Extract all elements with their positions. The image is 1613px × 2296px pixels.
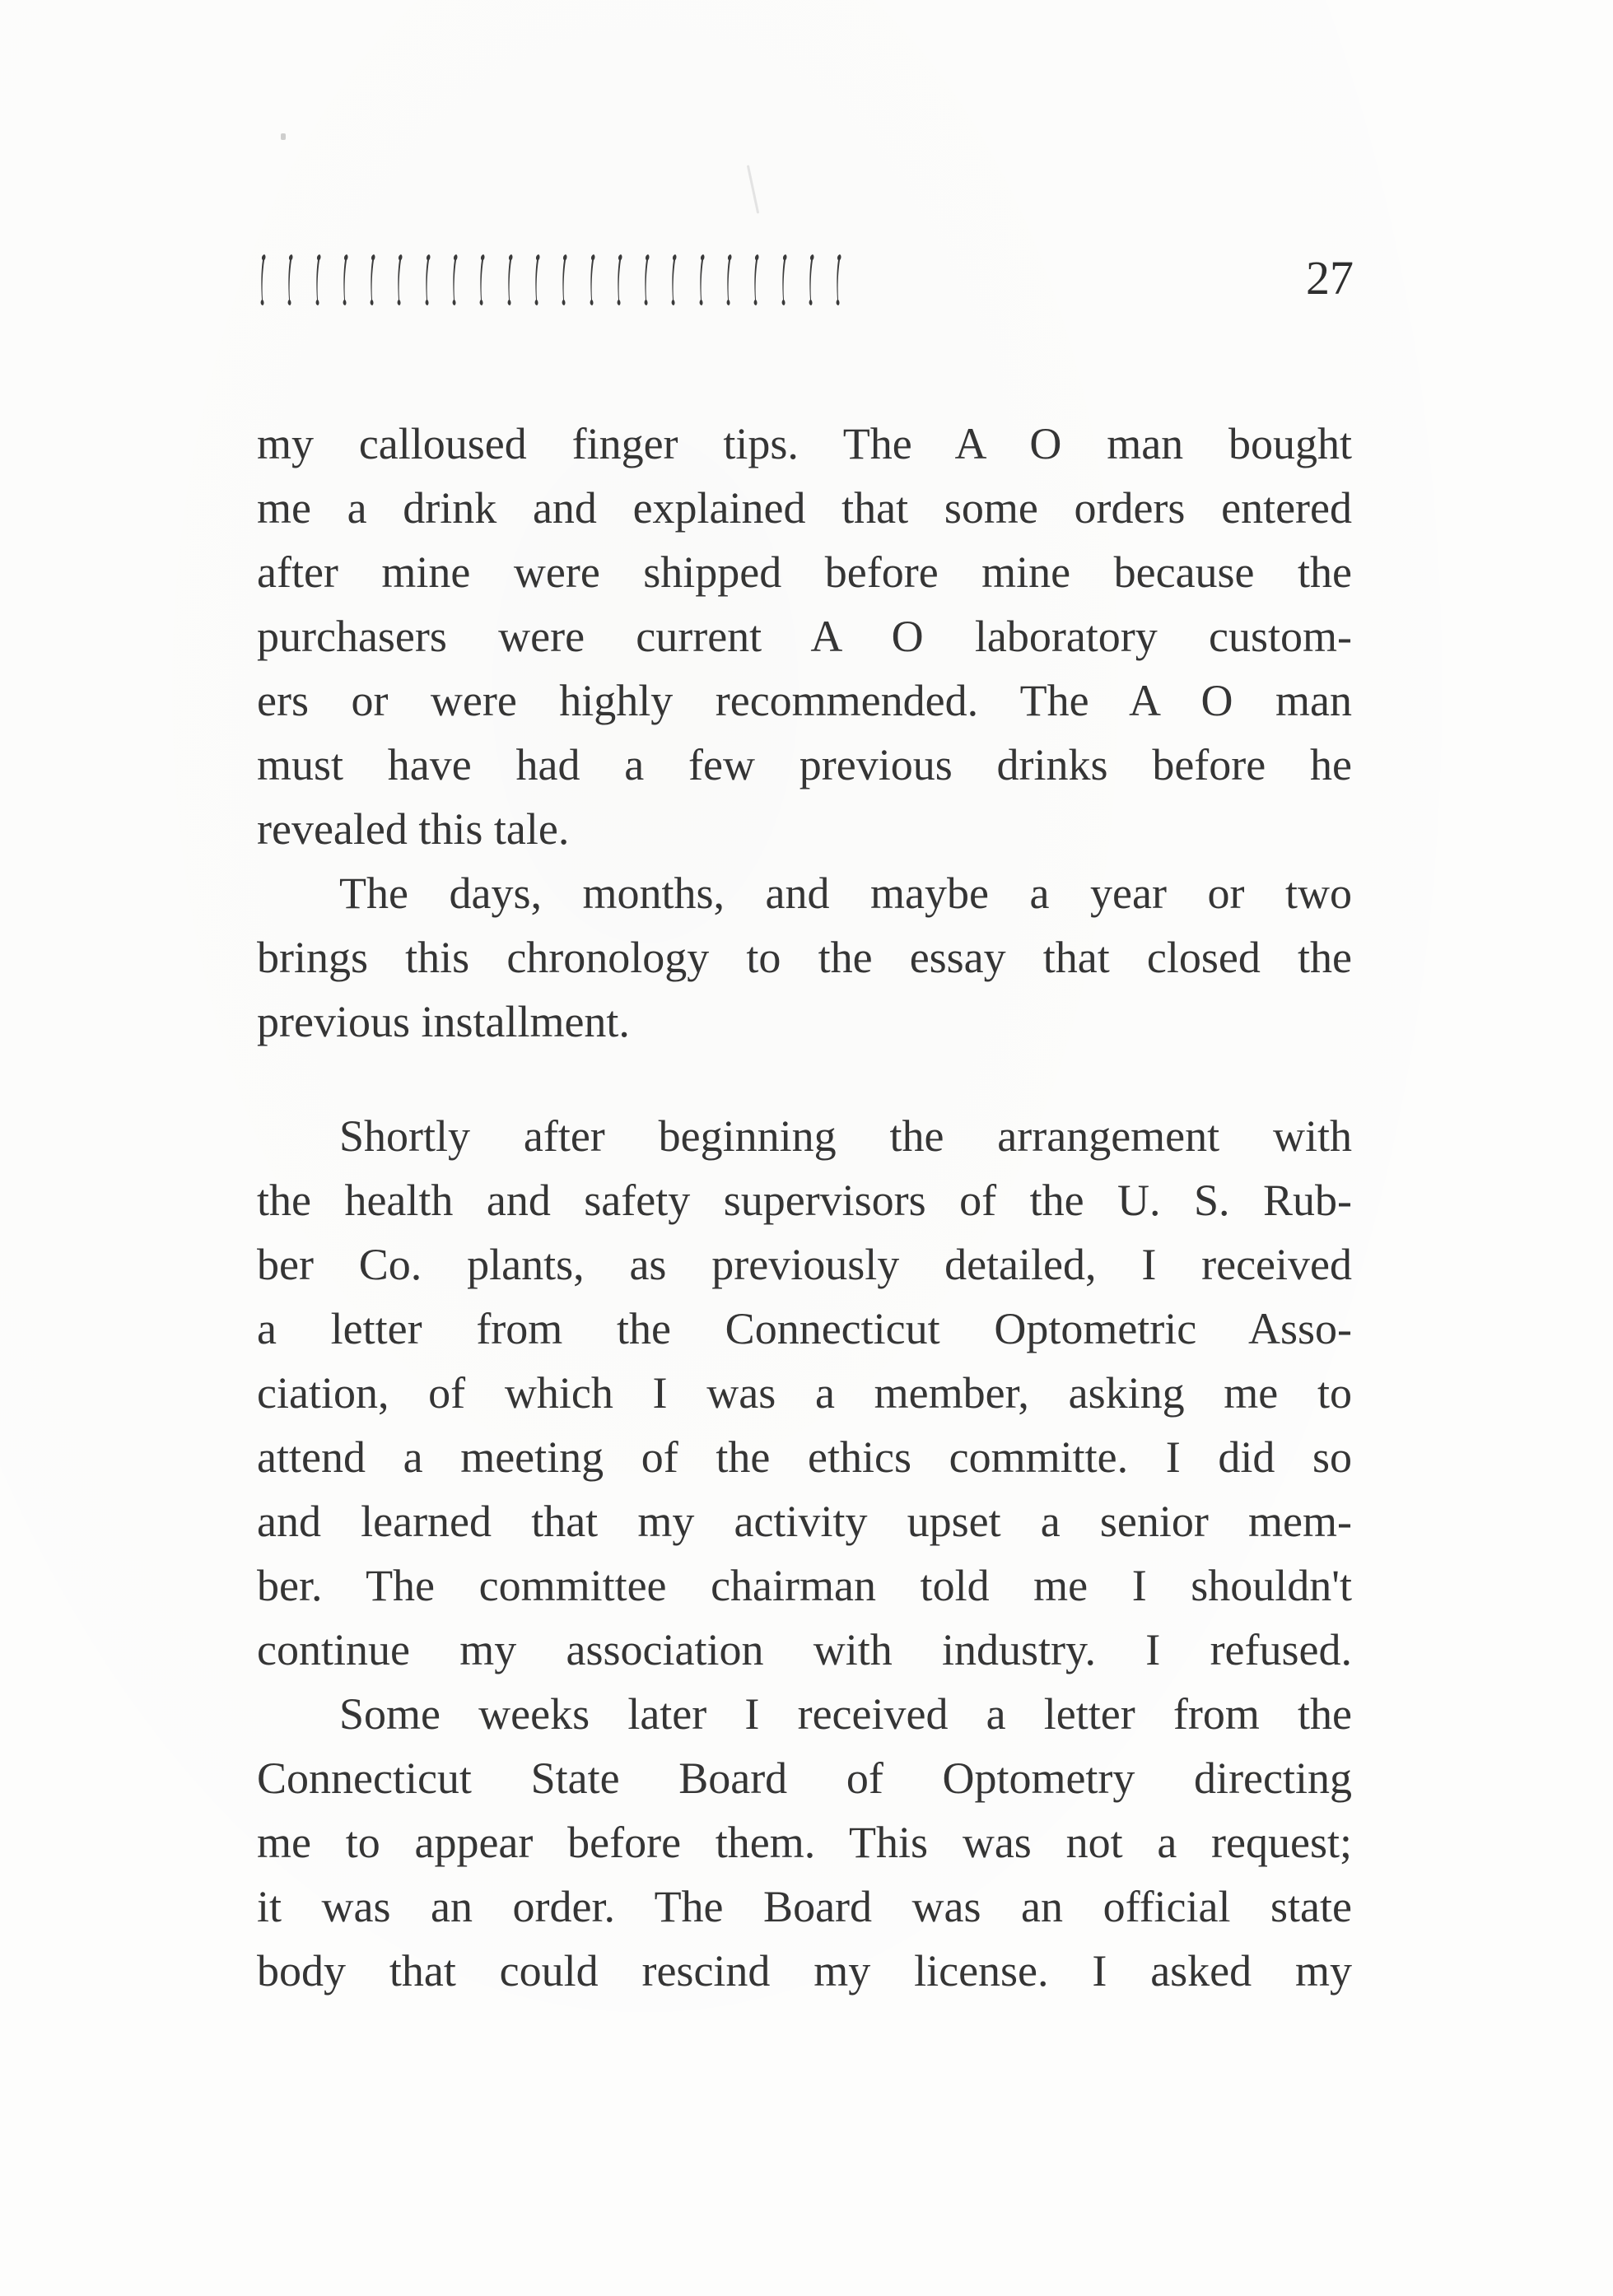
paragraph bbox=[257, 1682, 1352, 2003]
ornament-mark-icon bbox=[610, 253, 637, 307]
text-line: the health and safety supervisors of the U. S. Rub- bbox=[257, 1176, 1352, 1225]
ornament-mark-icon bbox=[418, 253, 445, 307]
paragraph bbox=[257, 412, 1352, 861]
ornament-mark-icon bbox=[829, 253, 856, 307]
paragraph bbox=[257, 1104, 1352, 1682]
ornament-mark-icon bbox=[637, 253, 664, 307]
ornament-mark-icon bbox=[501, 253, 528, 307]
page-number: 27 bbox=[1306, 251, 1354, 305]
scan-scratch bbox=[747, 165, 759, 213]
ornament-mark-icon bbox=[664, 253, 692, 307]
text-line: Connecticut State Board of Optometry directing bbox=[257, 1753, 1352, 1803]
text-line: Some weeks later I received a letter from the bbox=[339, 1689, 1352, 1739]
text-line: my calloused finger tips. The A O man bought bbox=[257, 419, 1352, 468]
text-line: previous installment. bbox=[257, 997, 630, 1046]
text-line: must have had a few previous drinks before he bbox=[257, 740, 1352, 789]
ornament-mark-icon bbox=[802, 253, 829, 307]
paragraph bbox=[257, 861, 1352, 1054]
text-line: Shortly after beginning the arrangement with bbox=[339, 1111, 1352, 1161]
text-line: revealed this tale. bbox=[257, 804, 570, 854]
ornament-mark-icon bbox=[445, 253, 473, 307]
ornament-mark-icon bbox=[720, 253, 747, 307]
text-line: after mine were shipped before mine because the bbox=[257, 547, 1352, 597]
text-line: me a drink and explained that some orders entered bbox=[257, 483, 1352, 533]
ornament-mark-icon bbox=[390, 253, 417, 307]
ornament-mark-icon bbox=[281, 253, 308, 307]
ornament-mark-icon bbox=[528, 253, 555, 307]
running-head bbox=[254, 251, 1354, 309]
text-line: and learned that my activity upset a senior mem- bbox=[257, 1497, 1352, 1546]
ornament-rule bbox=[254, 253, 857, 307]
text-line: me to appear before them. This was not a request; bbox=[257, 1818, 1352, 1867]
text-line: it was an order. The Board was an official state bbox=[257, 1882, 1352, 1931]
text-line: The days, months, and maybe a year or two bbox=[339, 869, 1352, 918]
text-line: purchasers were current A O laboratory custom- bbox=[257, 612, 1352, 661]
ornament-mark-icon bbox=[747, 253, 774, 307]
ornament-mark-icon bbox=[309, 253, 336, 307]
text-line: ber Co. plants, as previously detailed, I received bbox=[257, 1240, 1352, 1289]
text-line: attend a meeting of the ethics committe. I did so bbox=[257, 1432, 1352, 1482]
ornament-mark-icon bbox=[692, 253, 720, 307]
section-break bbox=[257, 1054, 1352, 1104]
ornament-mark-icon bbox=[473, 253, 500, 307]
ornament-mark-icon bbox=[583, 253, 610, 307]
ornament-mark-icon bbox=[555, 253, 582, 307]
scan-speck bbox=[281, 133, 286, 140]
text-line: ciation, of which I was a member, asking me to bbox=[257, 1368, 1352, 1418]
ornament-mark-icon bbox=[775, 253, 802, 307]
text-line: continue my association with industry. I refused. bbox=[257, 1625, 1352, 1674]
text-line: a letter from the Connecticut Optometric Asso- bbox=[257, 1304, 1352, 1353]
ornament-mark-icon bbox=[254, 253, 281, 307]
ornament-mark-icon bbox=[336, 253, 363, 307]
text-line: body that could rescind my license. I asked my bbox=[257, 1946, 1352, 1996]
body-text bbox=[257, 412, 1352, 2003]
text-line: ers or were highly recommended. The A O man bbox=[257, 676, 1352, 725]
text-line: brings this chronology to the essay that closed the bbox=[257, 933, 1352, 982]
ornament-mark-icon bbox=[363, 253, 390, 307]
text-line: ber. The committee chairman told me I shouldn't bbox=[257, 1561, 1352, 1610]
